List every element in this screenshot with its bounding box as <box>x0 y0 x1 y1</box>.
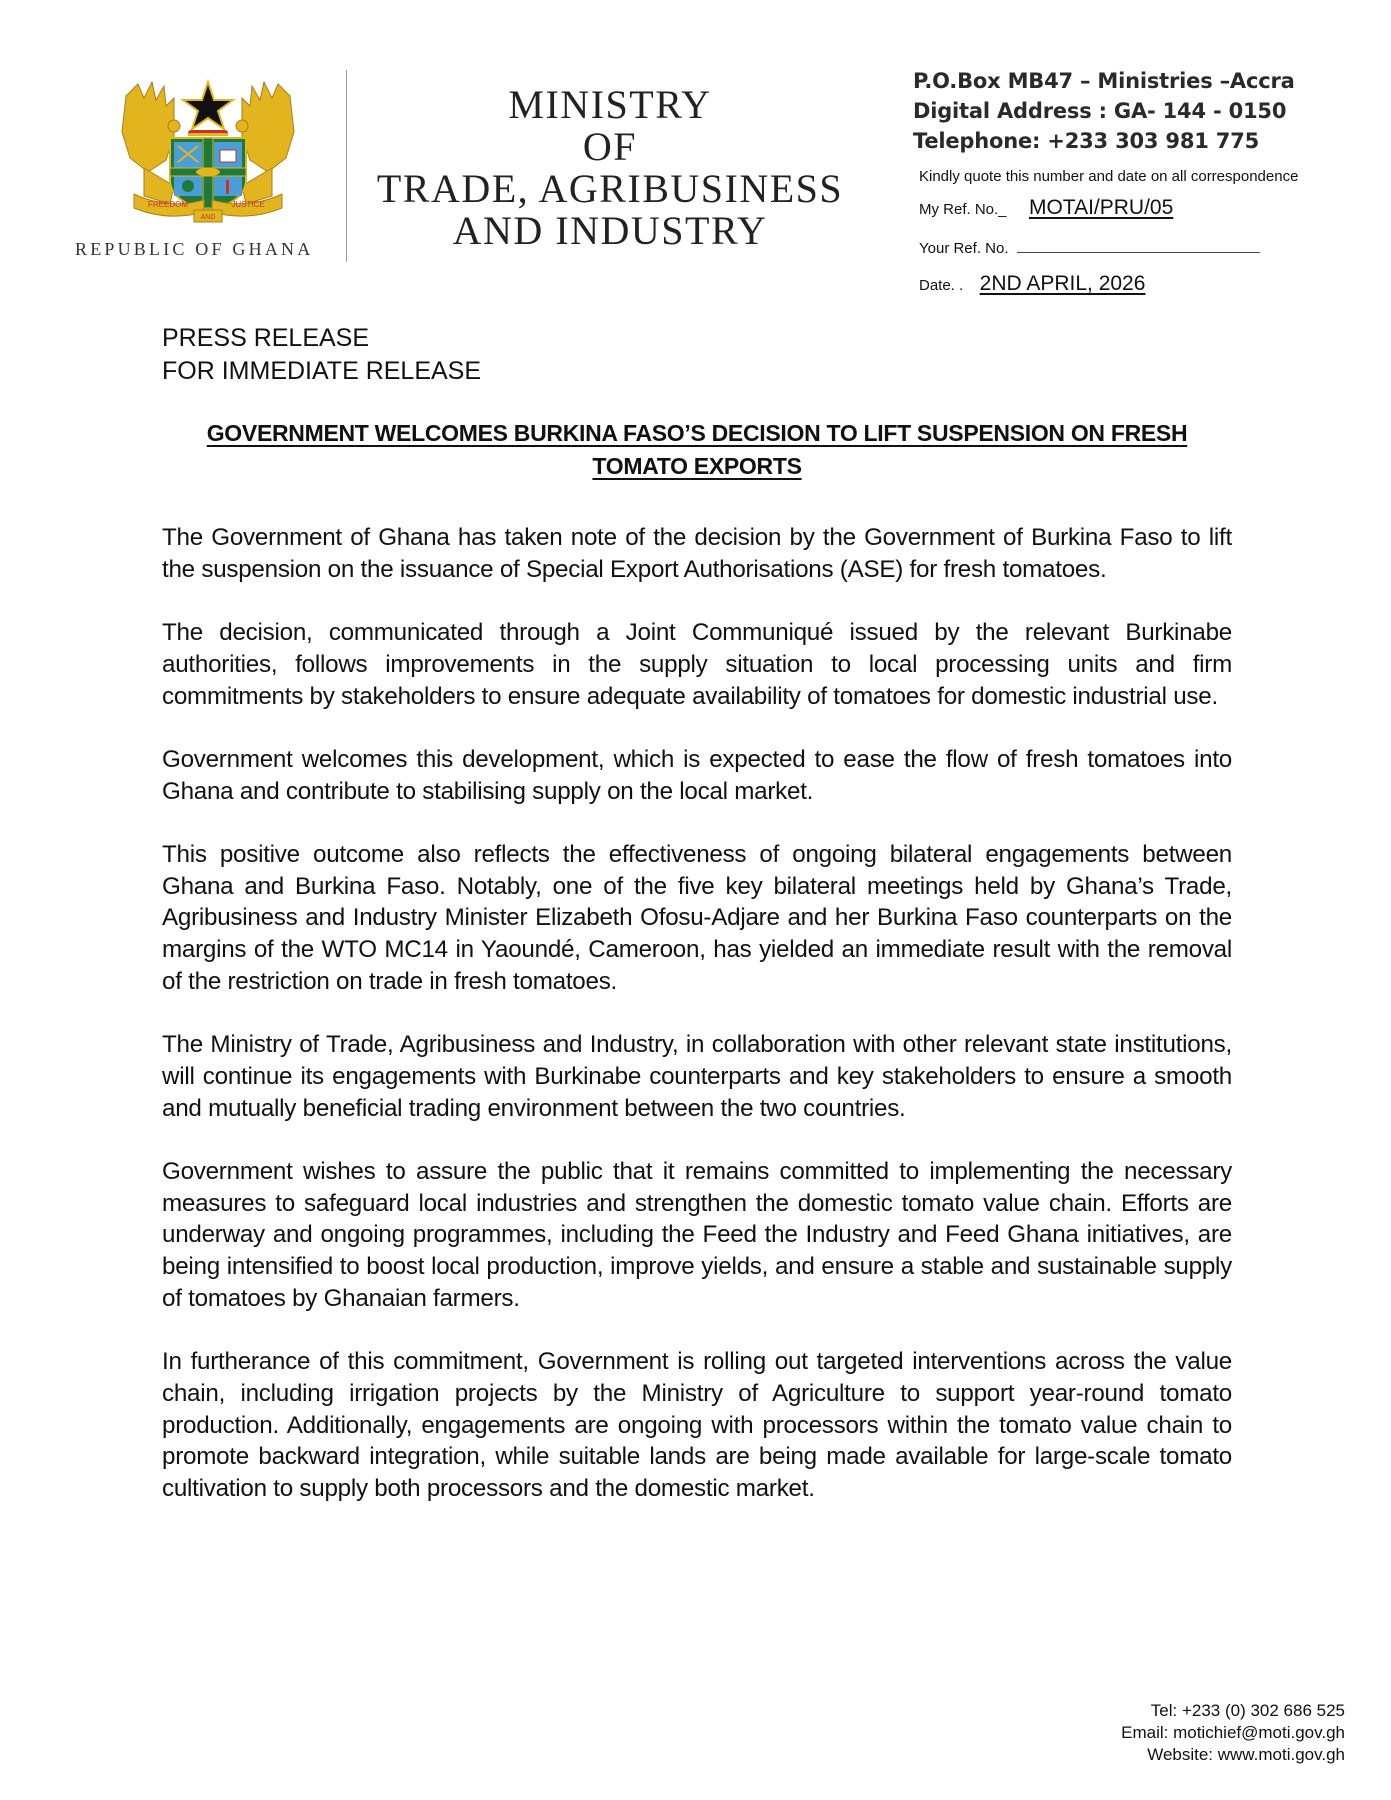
po-box: P.O.Box MB47 – Ministries –Accra <box>913 69 1295 93</box>
ministry-title-line-4: AND INDUSTRY <box>452 208 768 253</box>
ministry-title-line-1: MINISTRY <box>508 82 712 127</box>
release-body <box>162 522 1232 1536</box>
ministry-title-line-3: TRADE, AGRIBUSINESS <box>376 166 844 211</box>
my-ref-row <box>919 196 1173 220</box>
paragraph: Government wishes to assure the public that it remains committed to implementing the necessary measures to safeguard local industries and strengthen the domestic tomato value chain. Efforts are underway and ongoing programmes, including the Feed the Industry and Feed Ghana initiatives, are being intensified to boost local production, improve yields, and ensure a stable and sustainable supply of tomatoes by Ghanaian farmers. <box>162 1157 1232 1312</box>
paragraph: The Government of Ghana has taken note of the decision by the Government of Burkina Faso to lift the suspension on the issuance of Special Export Authorisations (ASE) for fresh tomatoes. <box>162 524 1232 583</box>
my-ref-label: My Ref. No._ <box>919 201 1007 218</box>
your-ref-blank-line <box>1017 252 1260 253</box>
date-label: Date. . <box>919 277 964 294</box>
paragraph: In furtherance of this commitment, Government is rolling out targeted interventions across the value chain, including irrigation projects by the Ministry of Agriculture to support year-round tomato production. Additionally, engagements are ongoing with processors within the tomato value chain to promote backward integration, while suitable lands are being made available for large-scale tomato cultivation to supply both processors and the domestic market. <box>162 1348 1232 1502</box>
date-value: 2ND APRIL, 2026 <box>979 272 1146 295</box>
ministry-title-line-2: OF <box>582 124 638 169</box>
crest-motto-and: AND <box>200 214 216 221</box>
my-ref-value: MOTAI/PRU/05 <box>1028 196 1174 219</box>
release-type: PRESS RELEASE <box>162 324 370 352</box>
paragraph: The decision, communicated through a Joint Communiqué issued by the relevant Burkinabe authorities, follows improvements in the supply situation to local processing units and firm commitments by stakeholders to ensure adequate availability of tomatoes for domestic industrial use. <box>162 619 1232 710</box>
date-row <box>919 272 1145 296</box>
ministry-address-block <box>913 66 1295 156</box>
footer-email[interactable]: Email: motichief@moti.gov.gh <box>1121 1723 1345 1742</box>
digital-address: Digital Address : GA- 144 - 0150 <box>913 99 1287 123</box>
your-ref-label: Your Ref. No. <box>919 240 1009 257</box>
footer-tel: Tel: +233 (0) 302 686 525 <box>1150 1701 1345 1720</box>
paragraph: This positive outcome also reflects the effectiveness of ongoing bilateral engagements between Ghana and Burkina Faso. Notably, one of the five key bilateral meetings held by Ghana’s Trade, Agribusiness and Industry Minister Elizabeth Ofosu-Adjare and her Burkina Faso counterparts on the margins of the WTO MC14 in Yaoundé, Cameroon, has yielded an immediate result with the removal of the restriction on trade in fresh tomatoes. <box>162 840 1232 995</box>
footer-website[interactable]: Website: www.moti.gov.gh <box>1147 1745 1345 1764</box>
paragraph: The Ministry of Trade, Agribusiness and Industry, in collaboration with other relevant state institutions, will continue its engagements with Burkinabe counterparts and key stakeholders to ensure a smooth and mutually beneficial trading environment between the two countries. <box>162 1031 1232 1122</box>
your-ref-row <box>919 240 1260 258</box>
republic-of-ghana-label: REPUBLIC OF GHANA <box>75 239 314 259</box>
letterhead-divider <box>346 70 347 262</box>
contact-footer <box>1121 1700 1345 1766</box>
coat-of-arms-icon <box>108 76 308 226</box>
crest-motto-justice: JUSTICE <box>231 200 265 209</box>
reference-note: Kindly quote this number and date on all correspondence <box>919 168 1299 185</box>
release-title: GOVERNMENT WELCOMES BURKINA FASO’S DECISION TO LIFT SUSPENSION ON FRESH TOMATO EXPORTS <box>206 420 1188 479</box>
release-timing: FOR IMMEDIATE RELEASE <box>162 357 482 385</box>
ministry-title <box>360 84 860 252</box>
telephone: Telephone: +233 303 981 775 <box>913 129 1260 153</box>
crest-motto-freedom: FREEDOM <box>148 200 188 209</box>
release-header <box>162 322 481 388</box>
paragraph: Government welcomes this development, which is expected to ease the flow of fresh tomatoes into Ghana and contribute to stabilising supply on the local market. <box>162 745 1232 805</box>
